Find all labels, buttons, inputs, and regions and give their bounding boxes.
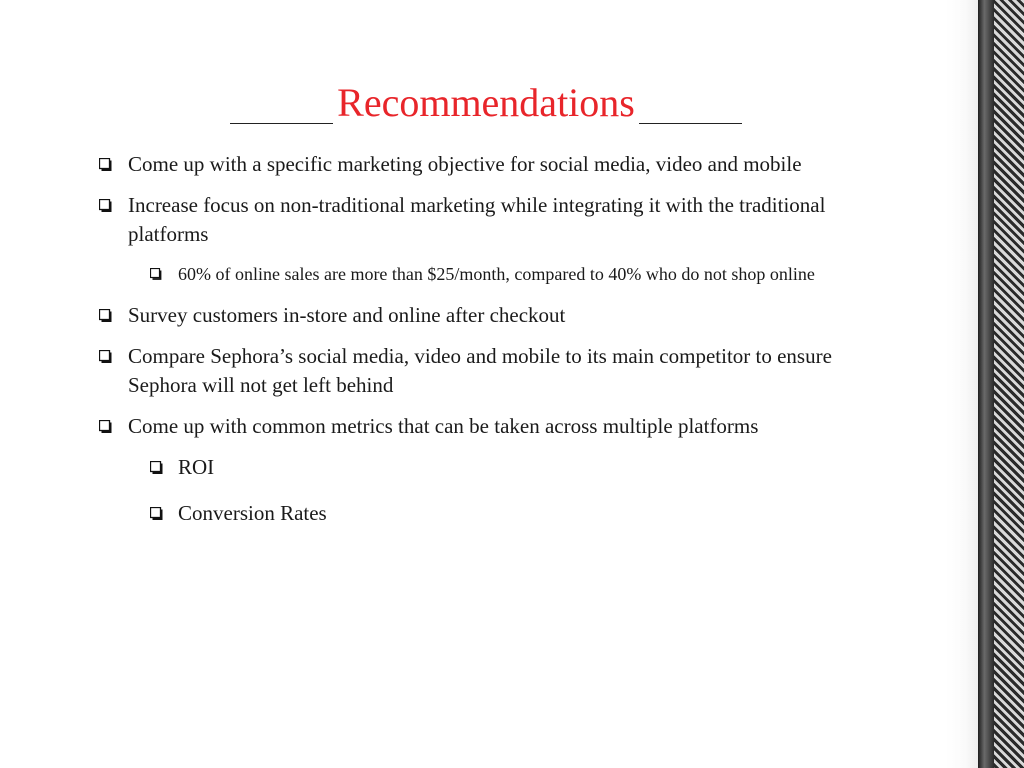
checkbox-square-icon xyxy=(99,309,112,322)
checkbox-square-icon xyxy=(99,199,112,212)
bullet-item xyxy=(98,342,898,400)
sub-bullet-item xyxy=(98,499,898,528)
bullet-item xyxy=(98,301,898,330)
bullet-item xyxy=(98,191,898,249)
bullet-list xyxy=(98,150,898,528)
decorative-edge-fade xyxy=(946,0,978,768)
bullet-item xyxy=(98,150,898,179)
slide-title-block xyxy=(230,80,742,124)
bullet-text: Increase focus on non-traditional marketing while integrating it with the traditional platforms xyxy=(128,193,826,246)
bullet-item xyxy=(98,412,898,441)
bullet-text: Compare Sephora’s social media, video and mobile to its main competitor to ensure Sephora will not get left behind xyxy=(128,344,832,397)
checkbox-square-icon xyxy=(150,268,162,280)
decorative-side-strip xyxy=(978,0,1024,768)
sub-bullet-item xyxy=(98,261,898,287)
checkbox-square-icon xyxy=(99,420,112,433)
sub-bullet-text: ROI xyxy=(178,455,215,479)
checkbox-square-icon xyxy=(150,507,163,520)
slide-title: Recommendations xyxy=(333,80,639,125)
bullet-text: Survey customers in-store and online after checkout xyxy=(128,303,566,327)
sub-bullet-item xyxy=(98,453,898,482)
bullet-text: Come up with a specific marketing objective for social media, video and mobile xyxy=(128,152,802,176)
checkbox-square-icon xyxy=(150,461,163,474)
checkbox-square-icon xyxy=(99,350,112,363)
checkbox-square-icon xyxy=(99,158,112,171)
sub-bullet-text: Conversion Rates xyxy=(178,501,327,525)
bullet-text: Come up with common metrics that can be taken across multiple platforms xyxy=(128,414,759,438)
sub-bullet-text: 60% of online sales are more than $25/month, compared to 40% who do not shop online xyxy=(178,264,815,284)
